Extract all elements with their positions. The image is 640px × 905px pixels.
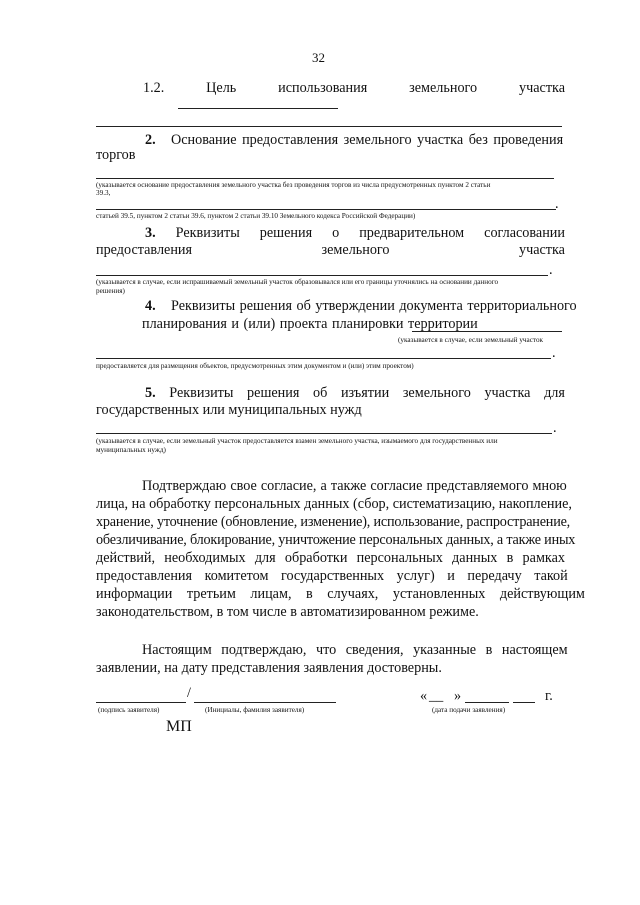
consent-line: Подтверждаю свое согласие, а также согласие представляемого мною [142, 478, 567, 494]
section-2-hint: (указывается основание предоставления земельного участка без проведения торгов из числа предусмотренных пунктом 2 статьи [96, 181, 491, 189]
section-3-word: участка [518, 242, 565, 258]
purpose-blank-long [96, 126, 562, 127]
section-3-line-1 [145, 225, 565, 242]
stamp-place: МП [166, 718, 192, 735]
section-1-2-line [143, 80, 565, 97]
section-5-word: участка [484, 385, 531, 401]
confirm-line: Настоящим подтверждаю, что сведения, указанные в настоящем [142, 642, 568, 658]
section-3-dot: . [549, 262, 553, 278]
section-5-word: об [313, 385, 328, 401]
section-5-word: для [544, 385, 565, 401]
section-5-line-2: государственных или муниципальных нужд [96, 402, 362, 418]
signature-label: (подпись заявителя) [98, 706, 160, 714]
consent-line: хранение, уточнение (обновление, изменение), использование, распространение, [96, 514, 571, 530]
section-1-2-word: Цель [206, 80, 237, 96]
section-4-text: Реквизиты решения об утверждении документа территориального [171, 298, 577, 314]
consent-text: действий, необходимых для обработки персональных данных в рамках [96, 550, 565, 566]
consent-line: информации третьим лицам, в случаях, установленных действующим [96, 586, 585, 602]
section-5-num: 5. [145, 385, 156, 401]
section-3-hint: решения) [96, 287, 125, 295]
date-open-quote: « [420, 688, 428, 704]
consent-line: обезличивание, блокирование, уничтожение персональных данных, а также иных [96, 532, 576, 548]
section-3-word: решения [259, 225, 313, 241]
section-5-word: решения [247, 385, 300, 401]
section-2-num: 2. [145, 132, 156, 148]
name-blank [194, 702, 336, 703]
section-5-word: Реквизиты [169, 385, 234, 401]
consent-line-5 [96, 550, 565, 567]
section-4-num: 4. [145, 298, 156, 314]
section-3-word: предварительном [359, 225, 465, 241]
section-3-word: Реквизиты [175, 225, 240, 241]
section-5-blank [96, 433, 552, 434]
section-4-blank [412, 331, 562, 332]
signature-slash: / [187, 685, 191, 701]
date-year-blank [513, 702, 535, 703]
section-3-hint: (указывается в случае, если испрашиваемый земельный участок образовывался или его границы уточнялись на основании данного [96, 278, 499, 286]
consent-line: законодательством, в том числе в автоматизированном режиме. [96, 604, 479, 620]
purpose-blank-short [178, 108, 338, 109]
section-1-2-word: земельного [409, 80, 478, 96]
section-2-hint: статьей 39.5, пунктом 2 статьи 39.6, пунктом 2 статьи 39.10 Земельного кодекса Российской Федерации) [96, 212, 416, 220]
section-4-blank [96, 358, 551, 359]
section-5-hint: муниципальных нужд) [96, 446, 166, 454]
date-year-suffix: г. [545, 688, 553, 704]
date-label: (дата подачи заявления) [432, 706, 506, 714]
consent-line: предоставления комитетом государственных услуг) и передачу такой [96, 568, 568, 584]
section-3-word: предоставления [96, 242, 193, 258]
confirm-line: заявлении, на дату представления заявления достоверны. [96, 660, 442, 676]
section-5-word: изъятии [340, 385, 390, 401]
section-4-hint: предоставляется для размещения объектов, предусмотренных этим документом и (или) этим проектом) [96, 362, 414, 370]
section-3-line-2 [96, 242, 565, 259]
section-3-word: согласовании [484, 225, 565, 241]
name-label: (Инициалы, фамилия заявителя) [205, 706, 305, 714]
section-3-word: земельного [321, 242, 390, 258]
section-4-line-2: планирования и (или) проекта планировки территории [142, 316, 478, 332]
section-1-2-word: участка [519, 80, 565, 96]
date-close-quote: » [454, 688, 462, 704]
section-2-blank [96, 209, 556, 210]
date-day-blank: __ [429, 688, 444, 704]
section-3-num: 3. [145, 225, 156, 241]
section-2-blank [96, 178, 554, 179]
section-5-word: земельного [402, 385, 471, 401]
section-2-hint: 39.3, [96, 189, 111, 197]
consent-line: лица, на обработку персональных данных (сбор, систематизацию, накопление, [96, 496, 572, 512]
section-5-dot: . [553, 420, 557, 436]
section-3-word: о [332, 225, 340, 241]
page-number: 32 [312, 50, 325, 65]
section-4-dot: . [552, 345, 556, 361]
section-2-dot: . [555, 196, 559, 212]
section-2-text: Основание предоставления земельного участка без проведения [171, 132, 564, 148]
section-2-cont: торгов [96, 147, 136, 163]
section-4-hint: (указывается в случае, если земельный участок [398, 336, 544, 344]
section-1-2-num: 1.2. [143, 80, 165, 96]
date-month-blank [465, 702, 509, 703]
section-1-2-word: использования [278, 80, 368, 96]
section-3-blank [96, 275, 548, 276]
section-5-line-1 [145, 385, 565, 402]
signature-blank [96, 702, 186, 703]
section-5-hint: (указывается в случае, если земельный участок предоставляется взамен земельного участка, изымаемого для государственных или [96, 437, 498, 445]
